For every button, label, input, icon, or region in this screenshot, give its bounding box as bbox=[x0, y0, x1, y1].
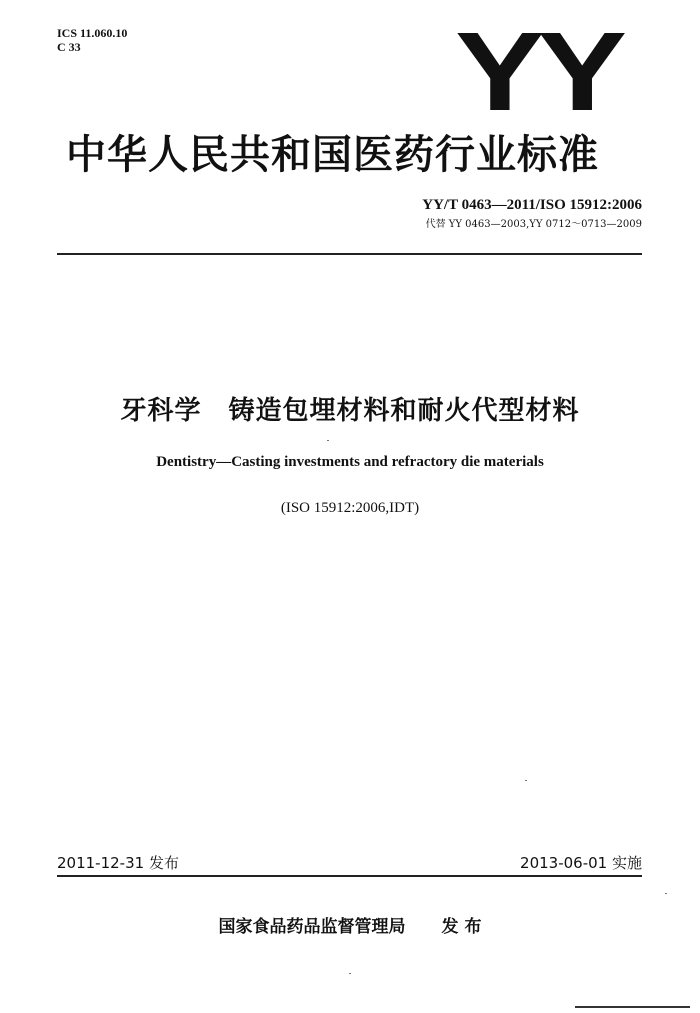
scan-speck bbox=[665, 893, 667, 894]
publisher-line bbox=[0, 912, 700, 937]
replaces-note: 代替 YY 0463—2003,YY 0712～0713—2009 bbox=[425, 219, 642, 230]
standard-number: YY/T 0463—2011/ISO 15912:2006 bbox=[422, 197, 642, 213]
ics-code: ICS 11.060.10 bbox=[57, 26, 128, 40]
scan-speck bbox=[525, 780, 527, 781]
scan-edge-line bbox=[575, 1006, 690, 1008]
publish-action: 发 布 bbox=[441, 917, 482, 937]
issue-date: 2011-12-31 发布 bbox=[57, 854, 179, 872]
effective-date: 2013-06-01 实施 bbox=[520, 854, 642, 872]
header-divider bbox=[57, 253, 642, 255]
publisher-name: 国家食品药品监督管理局 bbox=[218, 917, 406, 937]
scan-speck bbox=[327, 440, 329, 441]
document-title-chinese: 牙科学 铸造包埋材料和耐火代型材料 bbox=[120, 396, 580, 426]
classification-code: C 33 bbox=[57, 40, 81, 54]
document-title-english: Dentistry—Casting investments and refractory die materials bbox=[156, 454, 544, 470]
footer-divider bbox=[57, 875, 642, 877]
standard-logo: YY bbox=[455, 9, 620, 134]
iso-reference: (ISO 15912:2006,IDT) bbox=[280, 500, 420, 516]
organization-title: 中华人民共和国医药行业标准 bbox=[66, 132, 599, 178]
scan-speck bbox=[349, 973, 351, 974]
